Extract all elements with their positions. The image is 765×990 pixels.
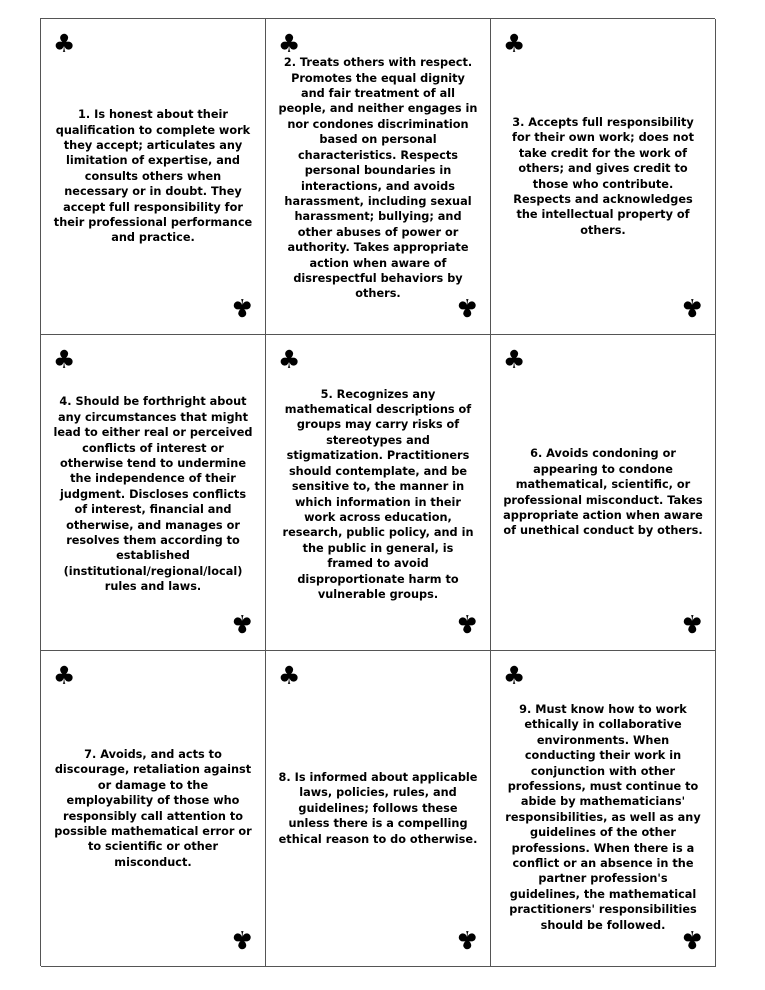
club-icon: ♣ [53, 29, 76, 58]
club-icon: ♣ [230, 293, 253, 322]
club-icon: ♣ [53, 345, 76, 374]
card-9 [491, 651, 716, 967]
card-2 [266, 19, 491, 335]
club-icon: ♣ [230, 609, 253, 638]
card-4 [41, 335, 266, 651]
club-icon: ♣ [680, 293, 703, 322]
card-text: 1. Is honest about their qualification to complete work they accept; articulates any limitation of expertise, and consults others when necessary or in doubt. They accept full responsibility for their professional performance and practice. [53, 108, 253, 245]
card-6 [491, 335, 716, 651]
card-text: 6. Avoids condoning or appearing to condone mathematical, scientific, or professional misconduct. Takes appropriate action when aware of unethical conduct by others. [503, 447, 703, 538]
club-icon: ♣ [503, 345, 526, 374]
card-sheet [40, 18, 715, 966]
club-icon: ♣ [455, 293, 478, 322]
card-1 [41, 19, 266, 335]
card-3 [491, 19, 716, 335]
club-icon: ♣ [53, 661, 76, 690]
card-8 [266, 651, 491, 967]
card-text: 4. Should be forthright about any circumstances that might lead to either real or perceived conflicts of interest or otherwise tend to undermine the independence of their judgment. Discloses conflicts of interest, financial and otherwise, and manages or resolves them according to established (institutional/regional/local) rules and laws. [53, 395, 253, 594]
club-icon: ♣ [278, 29, 301, 58]
club-icon: ♣ [503, 29, 526, 58]
club-icon: ♣ [278, 345, 301, 374]
club-icon: ♣ [230, 925, 253, 954]
card-text: 5. Recognizes any mathematical descriptions of groups may carry risks of stereotypes and stigmatization. Practitioners should contemplate, and be sensitive to, the manner in which information in their work across education, research, public policy, and in the public in general, is framed to avoid disproportionate harm to vulnerable groups. [282, 387, 474, 601]
club-icon: ♣ [503, 661, 526, 690]
club-icon: ♣ [680, 609, 703, 638]
card-text: 2. Treats others with respect. Promotes the equal dignity and fair treatment of all people, and neither engages in nor condones discrimination based on personal characteristics. Respects personal boundaries in interactions, and avoids harassment, including sexual harassment; bullying; and other abuses of power or authority. Takes appropriate action when aware of disrespectful behaviors by others. [278, 56, 478, 301]
card-text: 3. Accepts full responsibility for their own work; does not take credit for the work of others; and gives credit to those who contribute. Respects and acknowledges the intellectual property of others. [512, 115, 694, 237]
card-5 [266, 335, 491, 651]
card-text: 7. Avoids, and acts to discourage, retaliation against or damage to the employability of those who responsibly call attention to possible mathematical error or to scientific or other misconduct. [54, 747, 252, 869]
club-icon: ♣ [455, 609, 478, 638]
club-icon: ♣ [278, 661, 301, 690]
club-icon: ♣ [455, 925, 478, 954]
card-text: 9. Must know how to work ethically in collaborative environments. When conducting their work in conjunction with other professions, must continue to abide by mathematicians' responsibilities, as well as any guidelines of the other professions. When there is a conflict or an absence in the partner profession's guidelines, the mathematical practitioners' responsibilities should be followed. [505, 702, 701, 932]
card-text: 8. Is informed about applicable laws, policies, rules, and guidelines; follows these unless there is a compelling ethical reason to do otherwise. [278, 770, 478, 846]
card-7 [41, 651, 266, 967]
club-icon: ♣ [680, 925, 703, 954]
